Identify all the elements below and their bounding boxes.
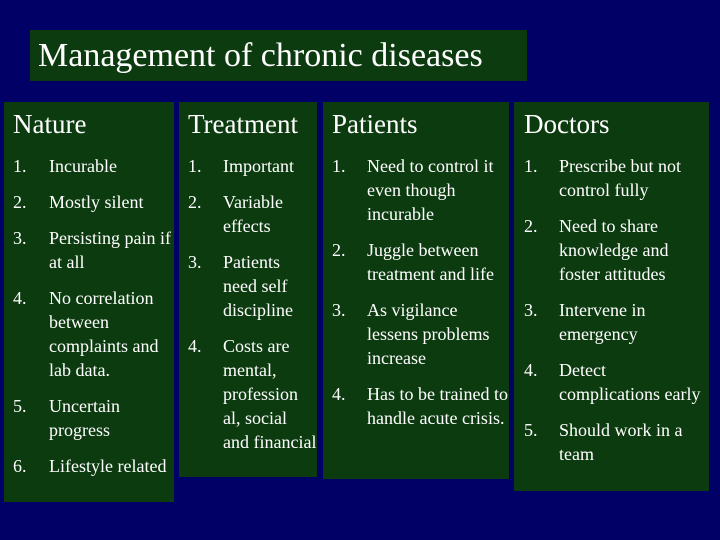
list-item-text: Mostly silent (49, 192, 144, 212)
list-item-text: Important (223, 156, 294, 176)
list-item (524, 154, 709, 202)
nature-list (13, 154, 174, 478)
list-item (188, 154, 317, 178)
list-item-number: 5. (13, 396, 27, 416)
list-item (188, 190, 317, 238)
list-item-number: 3. (524, 300, 538, 320)
nature-column (4, 102, 174, 502)
list-item (13, 154, 174, 178)
list-item-text: Persisting pain if at all (49, 228, 171, 272)
list-item-number: 4. (13, 288, 27, 308)
list-item-number: 1. (524, 156, 538, 176)
list-item-number: 3. (188, 252, 202, 272)
doctors-heading: Doctors (524, 109, 610, 139)
list-item-number: 2. (332, 240, 346, 260)
list-item-text: Should work in a team (559, 420, 683, 464)
nature-heading: Nature (13, 109, 87, 139)
list-item-text: Need to share knowledge and foster attitudes (559, 216, 669, 284)
list-item (13, 286, 174, 382)
list-item-number: 2. (188, 192, 202, 212)
list-item-number: 3. (13, 228, 27, 248)
list-item (524, 214, 709, 286)
treatment-heading: Treatment (188, 109, 298, 139)
list-item-text: Has to be trained to handle acute crisis. (367, 384, 508, 428)
list-item-text: Intervene in emergency (559, 300, 646, 344)
list-item-text: As vigilance lessens problems increase (367, 300, 490, 368)
list-item-number: 1. (332, 156, 346, 176)
list-item (13, 190, 174, 214)
list-item (332, 154, 509, 226)
list-item (332, 298, 509, 370)
list-item-number: 6. (13, 456, 27, 476)
patients-heading: Patients (332, 109, 418, 139)
list-item-text: Lifestyle related (49, 456, 167, 476)
list-item-number: 2. (13, 192, 27, 212)
list-item-text: Detect complications early (559, 360, 701, 404)
list-item-number: 1. (188, 156, 202, 176)
list-item-number: 3. (332, 300, 346, 320)
treatment-list (188, 154, 317, 454)
doctors-list (524, 154, 709, 466)
list-item (524, 298, 709, 346)
list-item-text: Need to control it even though incurable (367, 156, 494, 224)
treatment-column (179, 102, 317, 477)
list-item-number: 1. (13, 156, 27, 176)
list-item-text: Uncertain progress (49, 396, 120, 440)
list-item (188, 334, 317, 454)
list-item (188, 250, 317, 322)
patients-list (332, 154, 509, 430)
list-item (13, 226, 174, 274)
list-item (332, 382, 509, 430)
list-item (13, 454, 174, 478)
slide-title: Management of chronic diseases (30, 30, 527, 81)
patients-column (323, 102, 509, 479)
list-item (524, 418, 709, 466)
list-item-number: 4. (524, 360, 538, 380)
list-item-number: 2. (524, 216, 538, 236)
doctors-column (514, 102, 709, 491)
list-item-number: 4. (188, 336, 202, 356)
list-item (332, 238, 509, 286)
list-item-number: 5. (524, 420, 538, 440)
list-item-text: Costs are mental, profession al, social and financial (223, 336, 317, 452)
list-item-text: Variable effects (223, 192, 283, 236)
list-item (13, 394, 174, 442)
list-item (524, 358, 709, 406)
list-item-number: 4. (332, 384, 346, 404)
list-item-text: Patients need self discipline (223, 252, 293, 320)
list-item-text: Juggle between treatment and life (367, 240, 494, 284)
list-item-text: Prescribe but not control fully (559, 156, 681, 200)
list-item-text: No correlation between complaints and lab data. (49, 288, 159, 380)
list-item-text: Incurable (49, 156, 117, 176)
